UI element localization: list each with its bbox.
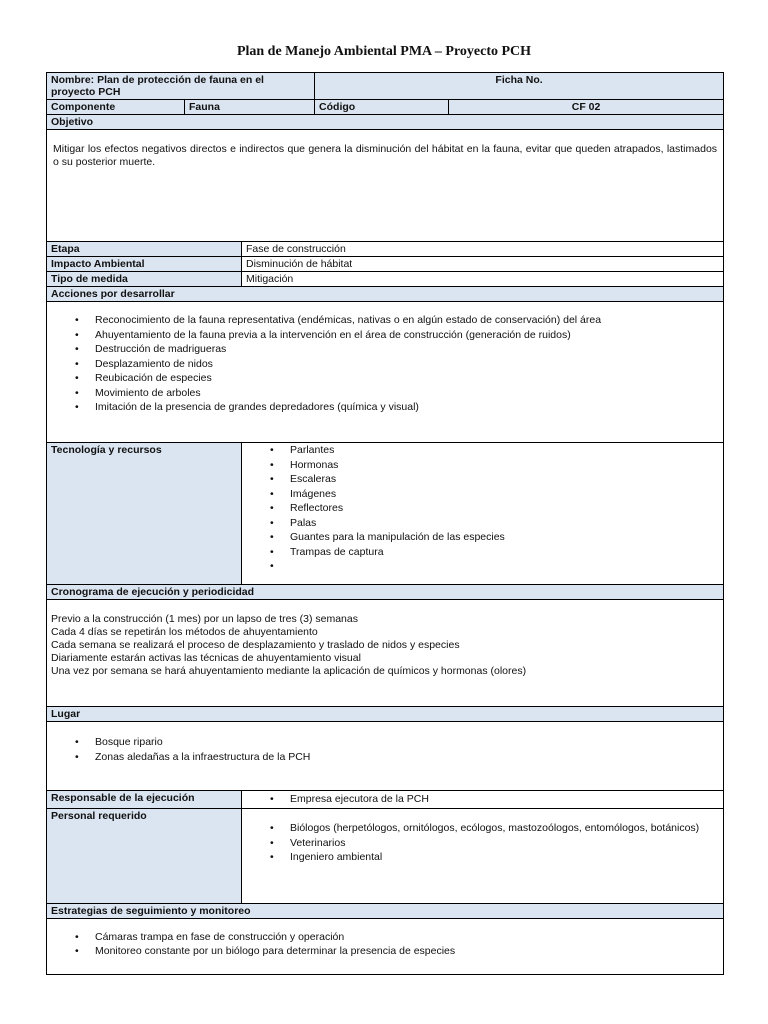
estrategias-header: Estrategias de seguimiento y monitoreo — [47, 903, 724, 918]
impacto-value: Disminución de hábitat — [242, 257, 724, 272]
bullet-icon: • — [75, 386, 79, 399]
cronograma-cell — [47, 600, 724, 707]
tipo-medida-label: Tipo de medida — [47, 272, 242, 287]
lugar-header: Lugar — [47, 707, 724, 722]
list-item: • Reubicación de especies — [75, 372, 212, 384]
bullet-icon: • — [270, 545, 274, 558]
lugar-cell — [47, 722, 724, 791]
page-title: Plan de Manejo Ambiental PMA – Proyecto PCH — [236, 44, 532, 59]
bullet-icon: • — [75, 750, 79, 763]
list-item: • Movimiento de arboles — [75, 386, 201, 399]
list-item: • Cámaras trampa en fase de construcción y operación — [75, 930, 345, 943]
bullet-icon: • — [270, 444, 274, 456]
estrategias-list — [51, 930, 719, 959]
tecnologia-cell — [242, 443, 724, 585]
bullet-icon: • — [270, 458, 274, 471]
list-item: • Palas — [270, 516, 317, 529]
list-item: • Guantes para la manipulación de las especies — [270, 531, 505, 543]
list-item: • Biólogos (herpetólogos, ornitólogos, ecólogos, mastozoólogos, entomólogos, botánicos) — [270, 821, 700, 834]
tecnologia-list — [246, 443, 719, 574]
list-item: • Empresa ejecutora de la PCH — [270, 793, 429, 805]
list-item: • Reconocimiento de la fauna representativa (endémicas, nativas o en algún estado de conservación) del área — [75, 314, 602, 326]
bullet-icon: • — [270, 560, 274, 572]
list-item: • Veterinarios — [270, 836, 346, 849]
form-table — [46, 72, 724, 975]
list-item: • Imitación de la presencia de grandes depredadores (química y visual) — [75, 401, 419, 413]
personal-cell — [242, 808, 724, 903]
cronograma-line: Una vez por semana se hará ahuyentamiento mediante la aplicación de químicos y hormonas (olores) — [51, 665, 527, 677]
cronograma-line: Cada semana se realizará el proceso de desplazamiento y traslado de nidos y especies — [51, 639, 460, 651]
objetivo-cell — [47, 130, 724, 242]
list-item: • Hormonas — [270, 458, 339, 471]
bullet-icon: • — [75, 372, 79, 384]
bullet-icon: • — [75, 401, 79, 413]
responsable-list — [246, 792, 719, 807]
bullet-icon: • — [75, 736, 79, 748]
lugar-list — [51, 735, 719, 764]
list-item: • Escaleras — [270, 473, 337, 485]
list-item: • Ahuyentamiento de la fauna previa a la intervención en el área de construcción (generación de ruidos) — [75, 328, 571, 341]
bullet-icon: • — [270, 793, 274, 805]
componente-label: Componente — [47, 100, 185, 115]
bullet-icon: • — [75, 357, 79, 370]
bullet-icon: • — [270, 516, 274, 529]
cronograma-line: Diariamente estarán activas las técnicas de ahuyentamiento visual — [51, 652, 361, 664]
tecnologia-label: Tecnología y recursos — [47, 443, 242, 585]
nombre-label: Nombre: Plan de protección de fauna en el proyecto PCH — [47, 73, 315, 100]
list-item: • Destrucción de madrigueras — [75, 343, 227, 355]
list-item: • Zonas aledañas a la infraestructura de la PCH — [75, 750, 311, 763]
list-item: • Reflectores — [270, 502, 344, 514]
cronograma-line: Previo a la construcción (1 mes) por un lapso de tres (3) semanas — [51, 613, 358, 625]
acciones-list — [51, 313, 719, 415]
objetivo-text: Mitigar los efectos negativos directos e indirectos que genera la disminución del hábitat en la fauna, evitar que queden atrapados, lastimados o su posterior muerte. — [53, 143, 718, 168]
tipo-medida-value: Mitigación — [242, 272, 724, 287]
bullet-icon: • — [270, 473, 274, 485]
cronograma-header: Cronograma de ejecución y periodicidad — [47, 585, 724, 600]
bullet-icon: • — [75, 314, 79, 326]
bullet-icon: • — [270, 487, 274, 500]
bullet-icon: • — [270, 851, 274, 863]
etapa-value: Fase de construcción — [242, 242, 724, 257]
list-item — [270, 559, 719, 574]
componente-value: Fauna — [185, 100, 315, 115]
cronograma-lines — [51, 601, 719, 678]
bullet-icon: • — [270, 502, 274, 514]
cronograma-line: Cada 4 días se repetirán los métodos de ahuyentamiento — [51, 626, 318, 638]
bullet-icon: • — [270, 821, 274, 834]
list-item: • Ingeniero ambiental — [270, 851, 383, 863]
codigo-label: Código — [315, 100, 449, 115]
objetivo-header: Objetivo — [47, 115, 724, 130]
impacto-label: Impacto Ambiental — [47, 257, 242, 272]
etapa-label: Etapa — [47, 242, 242, 257]
bullet-icon: • — [270, 531, 274, 543]
acciones-cell — [47, 302, 724, 443]
list-item: • Parlantes — [270, 444, 335, 456]
list-item: • Monitoreo constante por un biólogo para determinar la presencia de especies — [75, 945, 456, 957]
bullet-icon: • — [75, 328, 79, 341]
codigo-value: CF 02 — [449, 100, 724, 115]
bullet-icon: • — [270, 836, 274, 849]
bullet-icon: • — [75, 343, 79, 355]
component-row — [47, 100, 724, 115]
list-item: • Bosque ripario — [75, 736, 163, 748]
personal-label: Personal requerido — [47, 808, 242, 903]
name-row — [47, 73, 724, 100]
bullet-icon: • — [75, 945, 79, 957]
responsable-label: Responsable de la ejecución — [47, 791, 242, 809]
list-item: • Desplazamiento de nidos — [75, 357, 213, 370]
estrategias-cell — [47, 918, 724, 974]
ficha-label: Ficha No. — [315, 73, 724, 100]
bullet-icon: • — [75, 930, 79, 943]
list-item: • Trampas de captura — [270, 545, 384, 558]
acciones-header: Acciones por desarrollar — [47, 287, 724, 302]
list-item: • Imágenes — [270, 487, 337, 500]
responsable-cell — [242, 791, 724, 809]
personal-list — [246, 822, 719, 865]
